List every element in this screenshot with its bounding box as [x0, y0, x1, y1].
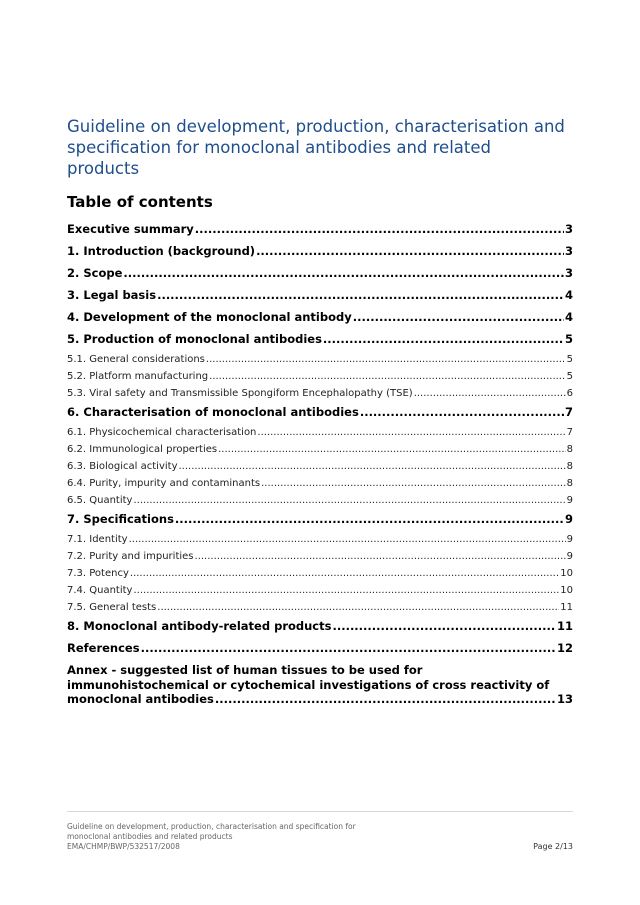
toc-leader-dots	[195, 550, 566, 564]
toc-leader-dots	[261, 477, 566, 491]
toc-leader-dots	[133, 494, 565, 508]
toc-annex-line-3-row	[67, 692, 573, 707]
toc-entry-label: 6. Characterisation of monoclonal antibodies	[67, 405, 359, 419]
toc-entry-label: 4. Development of the monoclonal antibody	[67, 310, 352, 324]
footer-line-3: EMA/CHMP/BWP/532517/2008	[67, 842, 180, 851]
toc-entry-page: 3	[564, 266, 573, 280]
toc-entry-references[interactable]	[67, 640, 573, 662]
toc-leader-dots	[129, 533, 566, 547]
toc-entry-label: 3. Legal basis	[67, 288, 157, 302]
toc-entry-physicochemical[interactable]	[67, 426, 573, 443]
toc-entry-potency[interactable]	[67, 567, 573, 584]
toc-leader-dots	[157, 287, 564, 303]
toc-entry-specifications[interactable]	[67, 511, 573, 533]
toc-entry-page: 3	[564, 244, 573, 258]
footer-line-2: monoclonal antibodies and related products	[67, 832, 233, 841]
table-of-contents	[67, 221, 573, 707]
toc-entry-production[interactable]	[67, 331, 573, 353]
toc-entry-label: 7. Specifications	[67, 512, 174, 526]
toc-entry-label: 7.4. Quantity	[67, 585, 133, 596]
toc-entry-label: 8. Monoclonal antibody-related products	[67, 619, 332, 633]
toc-leader-dots	[195, 221, 564, 237]
toc-entry-label: Executive summary	[67, 222, 194, 236]
toc-entry-page: 9	[566, 551, 573, 562]
toc-leader-dots	[206, 353, 566, 367]
toc-entry-page: 7	[566, 427, 573, 438]
toc-leader-dots	[257, 426, 565, 440]
toc-leader-dots	[130, 567, 559, 581]
toc-entry-characterisation[interactable]	[67, 404, 573, 426]
toc-entry-page: 4	[564, 310, 573, 324]
toc-entry-page: 4	[564, 288, 573, 302]
toc-leader-dots	[175, 511, 564, 527]
toc-entry-label: 7.5. General tests	[67, 602, 157, 613]
toc-leader-dots	[360, 404, 564, 420]
toc-entry-label: 6.2. Immunological properties	[67, 444, 218, 455]
toc-entry-page: 10	[560, 585, 573, 596]
toc-entry-page: 3	[564, 222, 573, 236]
page-footer	[67, 822, 573, 852]
toc-entry-page: 5	[564, 332, 573, 346]
toc-leader-dots	[141, 640, 556, 656]
toc-leader-dots	[157, 601, 559, 615]
toc-entry-page: 8	[566, 444, 573, 455]
toc-entry-page: 7	[564, 405, 573, 419]
toc-entry-related-products[interactable]	[67, 618, 573, 640]
toc-entry-page: 11	[556, 619, 573, 633]
footer-divider	[67, 811, 573, 812]
toc-leader-dots	[209, 370, 565, 384]
document-title: Guideline on development, production, characterisation and specification for monoclonal antibodies and related products	[67, 117, 565, 178]
toc-entry-label: 5.1. General considerations	[67, 354, 205, 365]
toc-entry-page: 11	[560, 602, 573, 613]
toc-entry-scope[interactable]	[67, 265, 573, 287]
toc-entry-executive-summary[interactable]	[67, 221, 573, 243]
toc-entry-label: 7.3. Potency	[67, 568, 129, 579]
toc-entry-purity-contaminants[interactable]	[67, 477, 573, 494]
toc-leader-dots	[133, 584, 559, 598]
toc-leader-dots	[123, 265, 564, 281]
toc-entry-general-considerations[interactable]	[67, 353, 573, 370]
page-number: Page 2/13	[533, 842, 573, 851]
toc-leader-dots	[215, 692, 556, 707]
toc-entry-identity[interactable]	[67, 533, 573, 550]
toc-entry-quantity-6[interactable]	[67, 494, 573, 511]
toc-leader-dots	[218, 443, 566, 457]
toc-entry-label: 6.1. Physicochemical characterisation	[67, 427, 257, 438]
toc-entry-page: 12	[556, 641, 573, 655]
toc-entry-page: 10	[560, 568, 573, 579]
toc-entry-immunological[interactable]	[67, 443, 573, 460]
toc-entry-label: 5.2. Platform manufacturing	[67, 371, 209, 382]
toc-entry-general-tests[interactable]	[67, 601, 573, 618]
toc-entry-page: 13	[556, 692, 573, 706]
toc-entry-page: 8	[566, 478, 573, 489]
toc-entry-label: 6.3. Biological activity	[67, 461, 178, 472]
toc-annex-line-2: immunohistochemical or cytochemical investigations of cross reactivity of	[67, 677, 550, 692]
toc-entry-label: References	[67, 641, 140, 655]
toc-entry-label: 6.4. Purity, impurity and contaminants	[67, 478, 261, 489]
toc-entry-label: 5.3. Viral safety and Transmissible Spongiform Encephalopathy (TSE)	[67, 388, 413, 399]
toc-entry-purity-impurities[interactable]	[67, 550, 573, 567]
toc-entry-label: 2. Scope	[67, 266, 123, 280]
toc-heading: Table of contents	[67, 193, 213, 211]
toc-leader-dots	[256, 243, 564, 259]
toc-leader-dots	[323, 331, 564, 347]
toc-entry-label: 6.5. Quantity	[67, 495, 133, 506]
toc-entry-label: 7.1. Identity	[67, 534, 128, 545]
toc-entry-viral-safety[interactable]	[67, 387, 573, 404]
toc-annex-line-1: Annex - suggested list of human tissues to be used for	[67, 663, 423, 677]
toc-entry-annex[interactable]	[67, 663, 573, 707]
toc-entry-quantity-7[interactable]	[67, 584, 573, 601]
toc-entry-page: 5	[566, 354, 573, 365]
toc-entry-page: 5	[566, 371, 573, 382]
toc-entry-page: 8	[566, 461, 573, 472]
toc-entry-development[interactable]	[67, 309, 573, 331]
toc-entry-label: 7.2. Purity and impurities	[67, 551, 194, 562]
toc-leader-dots	[353, 309, 564, 325]
toc-entry-page: 9	[566, 534, 573, 545]
toc-entry-label: 1. Introduction (background)	[67, 244, 256, 258]
toc-entry-page: 6	[566, 388, 573, 399]
toc-entry-label: 5. Production of monoclonal antibodies	[67, 332, 322, 346]
toc-entry-biological-activity[interactable]	[67, 460, 573, 477]
toc-entry-introduction[interactable]	[67, 243, 573, 265]
toc-annex-line-3: monoclonal antibodies	[67, 692, 214, 706]
toc-leader-dots	[178, 460, 565, 474]
toc-leader-dots	[332, 618, 556, 634]
toc-entry-platform-manufacturing[interactable]	[67, 370, 573, 387]
toc-entry-page: 9	[566, 495, 573, 506]
toc-entry-page: 9	[564, 512, 573, 526]
toc-leader-dots	[414, 387, 566, 401]
footer-line-1: Guideline on development, production, characterisation and specification for	[67, 822, 356, 831]
toc-entry-legal-basis[interactable]	[67, 287, 573, 309]
